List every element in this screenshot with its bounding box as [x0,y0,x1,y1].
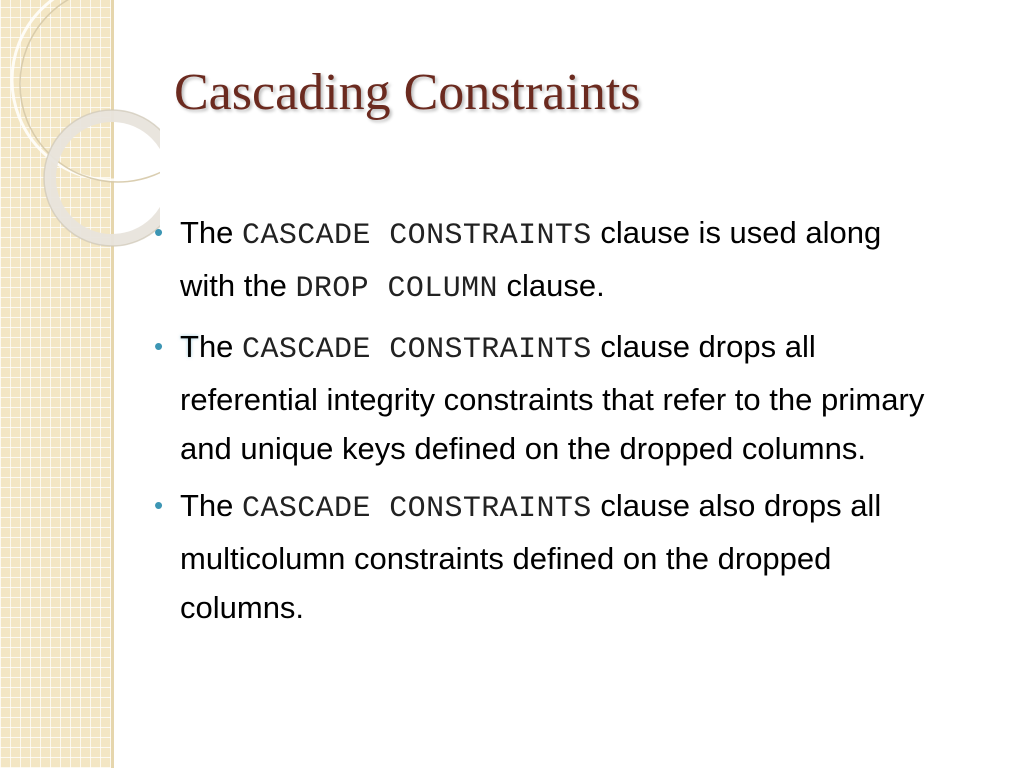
bullet-dot-icon: • [154,490,164,520]
bullet-text: he [198,329,234,364]
code-term: CASCADE CONSTRAINTS [242,333,592,367]
code-term: CASCADE CONSTRAINTS [242,492,592,526]
slide-title: Cascading Constraints [174,64,641,121]
decorative-rings [0,0,160,260]
bullet-item [152,481,932,632]
bullet-text: clause drops all referential integrity constraints that refer to the primary and unique keys defined on the dropped columns. [180,329,925,466]
bullet-item [152,208,932,314]
code-term: DROP COLUMN [295,272,498,306]
bullet-first-letter: T [180,329,199,364]
bullet-list [152,208,932,640]
bullet-item [152,322,932,473]
bullet-text: The [180,488,234,523]
bullet-dot-icon: • [154,217,164,247]
bullet-text: clause also drops all multicolumn constraints defined on the dropped columns. [180,488,882,625]
bullet-text: clause is used along with the [180,215,882,303]
bullet-text: clause. [506,268,605,303]
code-term: CASCADE CONSTRAINTS [242,219,592,253]
bullet-dot-icon: • [154,331,164,361]
bullet-text: The [180,215,234,250]
